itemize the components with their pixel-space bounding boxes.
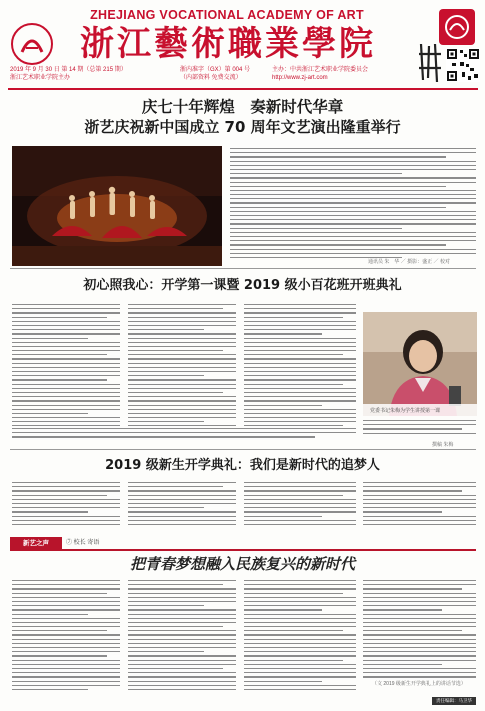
column-banner	[10, 537, 476, 551]
speaker-photo-caption: 党委书记朱梅为学生讲授第一课	[370, 408, 441, 414]
story2-body-col2	[128, 304, 236, 426]
story2-body-col1	[12, 304, 120, 426]
feature-body-col4	[363, 580, 476, 678]
column-banner-line	[10, 549, 476, 551]
issue-info-bar	[10, 66, 410, 86]
internal-note: （内部资料 免费交流）	[180, 75, 242, 81]
masthead-divider	[8, 88, 478, 90]
lead-byline: 通讯员 朱 华 ／ 摄影：盛正 ／ 校对	[368, 259, 450, 265]
column-tag: 新艺之声	[10, 537, 62, 549]
organizer: 浙江艺术职业学院主办	[10, 75, 71, 81]
column-subtitle: ⑦ 校长 寄语	[66, 540, 100, 546]
stage-performance-photo	[12, 146, 222, 266]
story2-body-col4	[363, 420, 476, 440]
qr-code-icon	[446, 48, 480, 82]
masthead	[0, 0, 485, 92]
masthead-english-name: ZHEJIANG VOCATIONAL ACADEMY OF ART	[90, 8, 364, 22]
academy-logo-icon	[10, 22, 54, 66]
feature-body-col1	[12, 580, 120, 692]
section-divider-2	[10, 449, 476, 450]
editor-credit: 责任编辑：马卫华	[432, 697, 476, 705]
feature-body-col2	[128, 580, 236, 692]
story3-headline: 2019 级新生开学典礼：我们是新时代的追梦人	[105, 458, 380, 473]
feature-body-col3	[244, 580, 356, 692]
story3-body-col1	[12, 482, 120, 532]
story2-headline: 初心照我心：开学第一课暨 2019 级小百花班开班典礼	[83, 278, 402, 293]
lead-subheadline: 浙艺庆祝新中国成立 70 周年文艺演出隆重举行	[84, 118, 401, 136]
story3-body-col3	[244, 482, 356, 532]
masthead-chinese-name: 浙江藝術職業學院	[80, 24, 376, 64]
story2-body-col3	[244, 304, 356, 426]
website-link[interactable]: http://www.zj-art.com	[272, 75, 328, 81]
story3-body-col4	[363, 482, 476, 532]
publisher: 主办：中共浙江艺术职业学院委员会	[272, 67, 369, 73]
issue-date: 2019 年 9 月 30 日 第 14 期（总第 215 期）	[10, 67, 127, 73]
speaker-portrait-photo	[363, 312, 477, 416]
story3-body-col2	[128, 482, 236, 532]
lead-body-right	[230, 148, 476, 258]
feature-byline: （文 2019 级新生开学典礼上的讲话节选）	[372, 681, 466, 687]
feature-headline: 把青春梦想融入民族复兴的新时代	[129, 555, 355, 573]
calligraphy-stamp-icon	[415, 40, 445, 86]
cn-number: 浙内准字（GX）第 004 号	[180, 67, 251, 73]
story2-byline: 撰稿 朱梅	[432, 442, 454, 448]
section-divider-1	[10, 268, 476, 269]
story2-body-bottom	[12, 428, 356, 444]
page-footer	[10, 697, 476, 707]
lead-headline: 庆七十年辉煌 奏新时代华章	[141, 98, 344, 116]
